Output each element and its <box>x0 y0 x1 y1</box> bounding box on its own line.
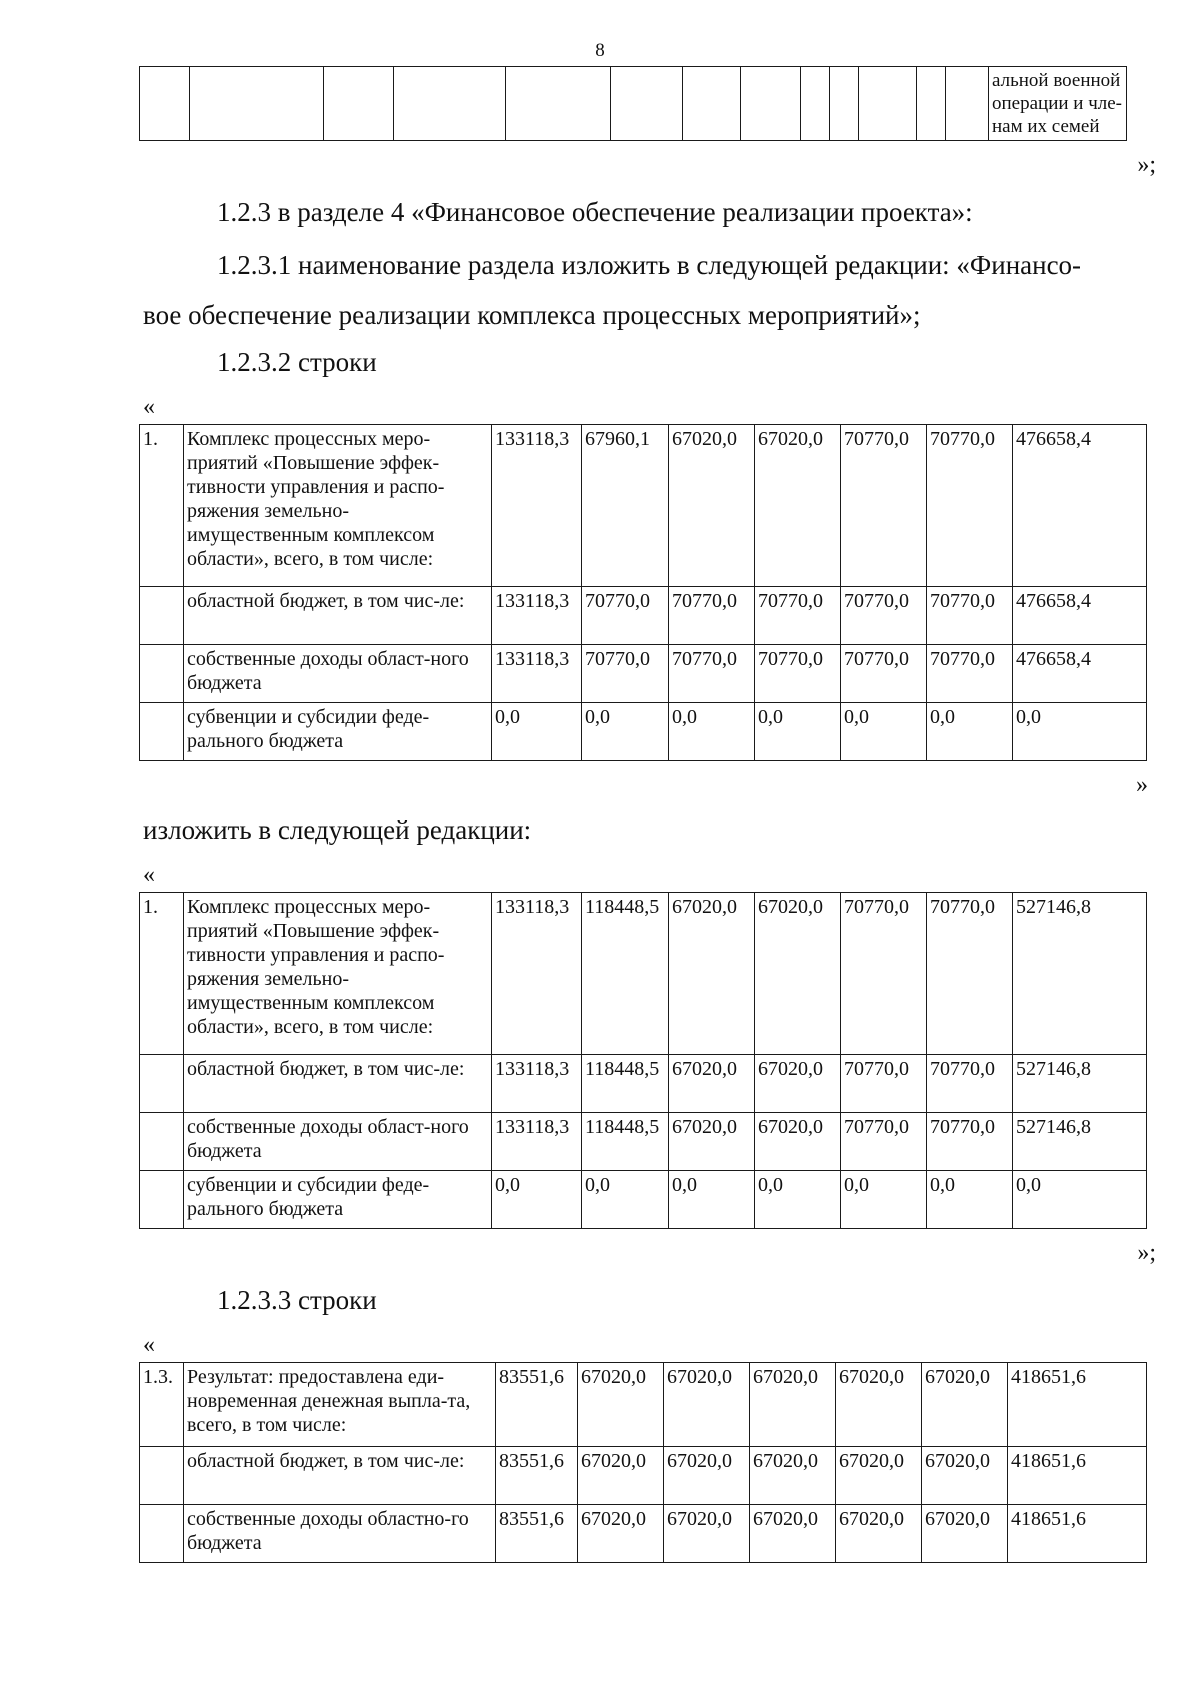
paragraph: 1.2.3.3 строки <box>217 1285 377 1315</box>
value-cell: 476658,4 <box>1013 425 1147 587</box>
row-label: областной бюджет, в том чис-ле: <box>184 587 492 645</box>
value-cell: 70770,0 <box>841 425 927 587</box>
value-cell: 67020,0 <box>578 1363 664 1447</box>
value-cell: 67020,0 <box>669 1055 755 1113</box>
table-row <box>140 587 1147 645</box>
table-row <box>140 425 1147 587</box>
value-cell: 133118,3 <box>492 1113 582 1171</box>
row-number <box>140 1113 184 1171</box>
value-cell: 67020,0 <box>664 1447 750 1505</box>
row-number: 1. <box>140 425 184 587</box>
value-cell: 83551,6 <box>496 1363 578 1447</box>
table-row <box>140 893 1147 1055</box>
row-label: собственные доходы областно-го бюджета <box>184 1505 496 1563</box>
value-cell: 67020,0 <box>922 1363 1008 1447</box>
value-cell: 0,0 <box>492 703 582 761</box>
closing-quote: » <box>1136 772 1148 798</box>
value-cell: 67020,0 <box>664 1363 750 1447</box>
value-cell: 67020,0 <box>755 425 841 587</box>
table-cell: альной военной операции и чле-нам их семей <box>989 67 1127 141</box>
paragraph: изложить в следующей редакции: <box>143 815 532 845</box>
value-cell: 418651,6 <box>1008 1363 1147 1447</box>
value-cell: 0,0 <box>927 1171 1013 1229</box>
paragraph: вое обеспечение реализации комплекса процессных мероприятий»; <box>143 300 921 330</box>
table-row <box>140 1055 1147 1113</box>
value-cell: 70770,0 <box>669 587 755 645</box>
value-cell: 527146,8 <box>1013 1055 1147 1113</box>
table-row <box>140 1363 1147 1447</box>
value-cell: 70770,0 <box>669 645 755 703</box>
value-cell: 70770,0 <box>841 1113 927 1171</box>
table-row <box>140 645 1147 703</box>
row-label: собственные доходы област-ного бюджета <box>184 1113 492 1171</box>
value-cell: 67960,1 <box>582 425 669 587</box>
value-cell: 67020,0 <box>664 1505 750 1563</box>
value-cell: 67020,0 <box>578 1505 664 1563</box>
value-cell: 476658,4 <box>1013 645 1147 703</box>
table-row <box>140 1505 1147 1563</box>
value-cell: 70770,0 <box>841 893 927 1055</box>
value-cell: 67020,0 <box>750 1447 836 1505</box>
result-table <box>139 1362 1147 1563</box>
value-cell: 70770,0 <box>841 1055 927 1113</box>
value-cell: 67020,0 <box>669 893 755 1055</box>
value-cell: 0,0 <box>582 1171 669 1229</box>
value-cell: 0,0 <box>669 1171 755 1229</box>
value-cell: 70770,0 <box>841 645 927 703</box>
table-row <box>140 703 1147 761</box>
value-cell: 70770,0 <box>927 893 1013 1055</box>
value-cell: 0,0 <box>755 1171 841 1229</box>
value-cell: 133118,3 <box>492 893 582 1055</box>
opening-quote: « <box>143 1332 155 1358</box>
value-cell: 527146,8 <box>1013 1113 1147 1171</box>
row-number <box>140 587 184 645</box>
value-cell: 118448,5 <box>582 893 669 1055</box>
row-number <box>140 1055 184 1113</box>
row-number <box>140 703 184 761</box>
paragraph: 1.2.3.2 строки <box>217 347 377 377</box>
value-cell: 0,0 <box>841 703 927 761</box>
value-cell: 0,0 <box>669 703 755 761</box>
table-row <box>140 1113 1147 1171</box>
value-cell: 118448,5 <box>582 1113 669 1171</box>
opening-quote: « <box>143 394 155 420</box>
financing-table-old <box>139 424 1147 761</box>
value-cell: 133118,3 <box>492 1055 582 1113</box>
value-cell: 0,0 <box>582 703 669 761</box>
value-cell: 67020,0 <box>750 1505 836 1563</box>
row-number: 1. <box>140 893 184 1055</box>
value-cell: 67020,0 <box>836 1363 922 1447</box>
value-cell: 70770,0 <box>927 425 1013 587</box>
row-label: областной бюджет, в том чис-ле: <box>184 1447 496 1505</box>
value-cell: 70770,0 <box>841 587 927 645</box>
row-label: субвенции и субсидии феде-рального бюджета <box>184 1171 492 1229</box>
table-row <box>140 1171 1147 1229</box>
value-cell: 418651,6 <box>1008 1505 1147 1563</box>
value-cell: 83551,6 <box>496 1505 578 1563</box>
closing-quote: »; <box>1137 152 1156 178</box>
value-cell: 70770,0 <box>927 587 1013 645</box>
value-cell: 67020,0 <box>578 1447 664 1505</box>
value-cell: 70770,0 <box>755 645 841 703</box>
row-label: Результат: предоставлена еди-новременная денежная выпла-та, всего, в том числе: <box>184 1363 496 1447</box>
value-cell: 476658,4 <box>1013 587 1147 645</box>
page-number: 8 <box>595 40 605 61</box>
row-number <box>140 645 184 703</box>
table-row <box>140 67 1127 141</box>
value-cell: 67020,0 <box>669 1113 755 1171</box>
row-number <box>140 1171 184 1229</box>
value-cell: 67020,0 <box>755 1055 841 1113</box>
value-cell: 70770,0 <box>582 645 669 703</box>
row-number <box>140 1505 184 1563</box>
financing-table-new <box>139 892 1147 1229</box>
row-number: 1.3. <box>140 1363 184 1447</box>
paragraph: 1.2.3.1 наименование раздела изложить в следующей редакции: «Финансо- <box>217 250 1082 280</box>
value-cell: 83551,6 <box>496 1447 578 1505</box>
value-cell: 0,0 <box>1013 703 1147 761</box>
row-label: Комплекс процессных меро-приятий «Повышение эффек-тивности управления и распо-ряжения земельно-имущественным комплексом области», всего, в том числе: <box>184 893 492 1055</box>
value-cell: 67020,0 <box>755 893 841 1055</box>
value-cell: 118448,5 <box>582 1055 669 1113</box>
value-cell: 133118,3 <box>492 425 582 587</box>
value-cell: 70770,0 <box>755 587 841 645</box>
value-cell: 70770,0 <box>927 645 1013 703</box>
value-cell: 70770,0 <box>927 1113 1013 1171</box>
value-cell: 70770,0 <box>927 1055 1013 1113</box>
value-cell: 0,0 <box>927 703 1013 761</box>
row-number <box>140 1447 184 1505</box>
value-cell: 133118,3 <box>492 587 582 645</box>
row-label: областной бюджет, в том чис-ле: <box>184 1055 492 1113</box>
value-cell: 67020,0 <box>750 1363 836 1447</box>
value-cell: 0,0 <box>492 1171 582 1229</box>
value-cell: 67020,0 <box>922 1505 1008 1563</box>
value-cell: 67020,0 <box>755 1113 841 1171</box>
value-cell: 418651,6 <box>1008 1447 1147 1505</box>
row-label: собственные доходы област-ного бюджета <box>184 645 492 703</box>
value-cell: 70770,0 <box>582 587 669 645</box>
value-cell: 527146,8 <box>1013 893 1147 1055</box>
value-cell: 67020,0 <box>922 1447 1008 1505</box>
value-cell: 67020,0 <box>836 1447 922 1505</box>
opening-quote: « <box>143 862 155 888</box>
value-cell: 0,0 <box>841 1171 927 1229</box>
top-table-fragment <box>139 66 1127 141</box>
table-row <box>140 1447 1147 1505</box>
value-cell: 67020,0 <box>836 1505 922 1563</box>
row-label: Комплекс процессных меро-приятий «Повышение эффек-тивности управления и распо-ряжения земельно-имущественным комплексом области», всего, в том числе: <box>184 425 492 587</box>
paragraph: 1.2.3 в разделе 4 «Финансовое обеспечение реализации проекта»: <box>217 197 973 227</box>
value-cell: 67020,0 <box>669 425 755 587</box>
value-cell: 133118,3 <box>492 645 582 703</box>
value-cell: 0,0 <box>755 703 841 761</box>
row-label: субвенции и субсидии феде-рального бюджета <box>184 703 492 761</box>
value-cell: 0,0 <box>1013 1171 1147 1229</box>
closing-quote: »; <box>1137 1240 1156 1266</box>
